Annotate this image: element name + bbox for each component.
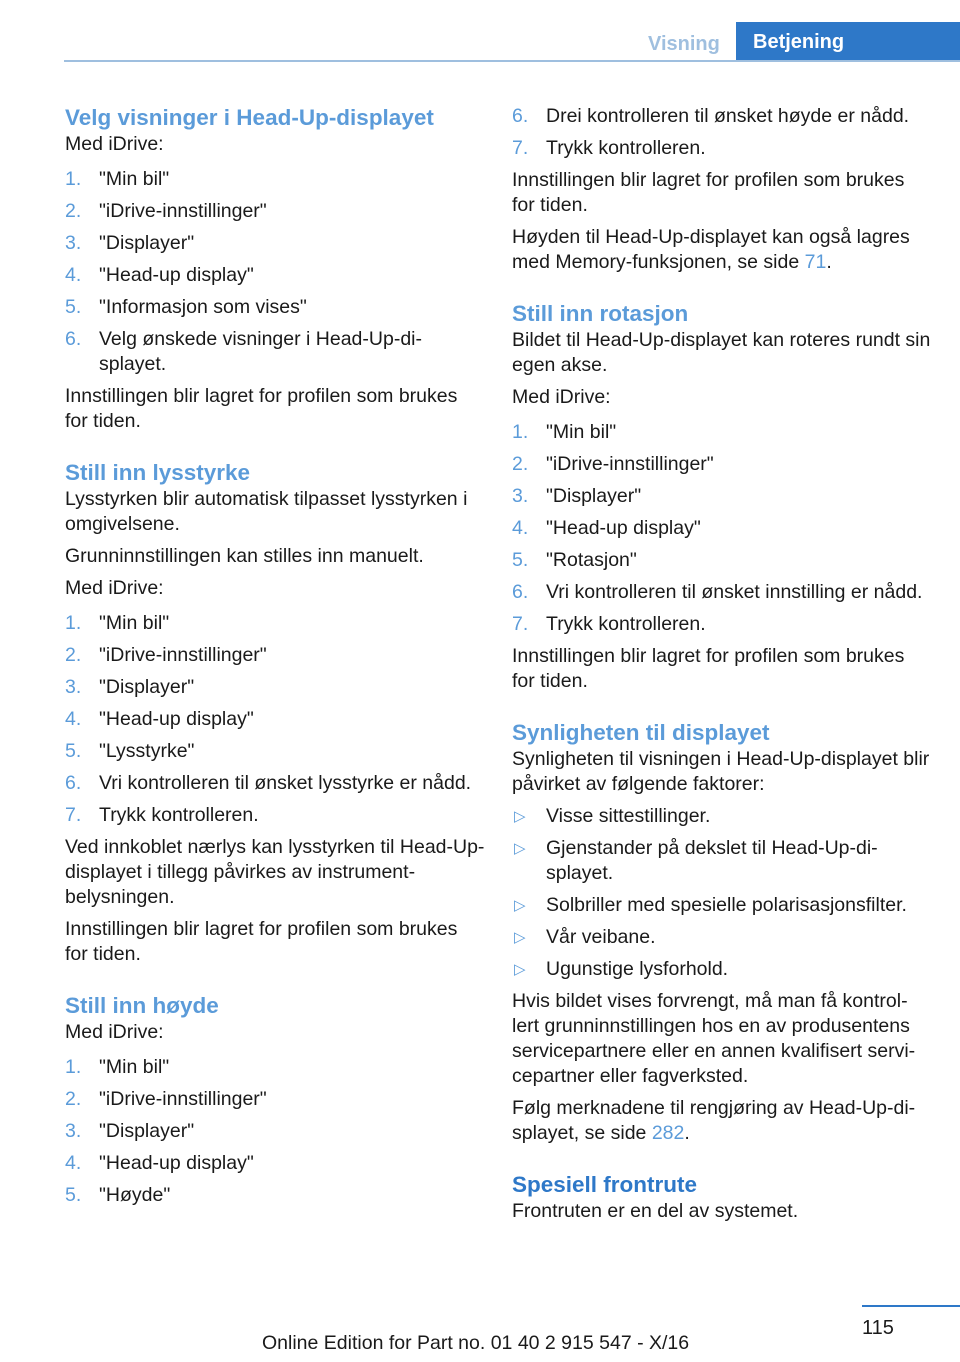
step-item xyxy=(512,580,932,605)
item-text: "Min bil" xyxy=(99,1056,170,1078)
paragraph: Innstillingen blir lagret for profilen som brukes for tiden. xyxy=(65,918,458,965)
paragraph: Høyden til Head-Up-displayet kan også lagres med Memory-funksjonen, se side 71. xyxy=(512,226,910,273)
step-item xyxy=(512,484,932,509)
step-item xyxy=(65,1055,485,1080)
step-item xyxy=(512,548,932,573)
step-number: 3. xyxy=(65,676,82,698)
steps-list-rotasjon xyxy=(512,420,932,637)
step-number: 5. xyxy=(512,549,529,571)
page-link-71[interactable]: 71 xyxy=(804,251,827,273)
item-text: "Informasjon som vises" xyxy=(99,296,307,318)
item-text: Vri kontrolleren til ønsket innstilling er nådd. xyxy=(546,581,923,603)
page-number: 115 xyxy=(862,1317,894,1339)
paragraph: Frontruten er en del av systemet. xyxy=(512,1200,799,1222)
step-number: 2. xyxy=(65,200,82,222)
step-item xyxy=(65,1183,485,1208)
item-text: "Displayer" xyxy=(99,1120,195,1142)
step-number: 6. xyxy=(65,328,82,350)
step-item xyxy=(65,263,485,288)
page-header xyxy=(0,22,960,62)
step-item xyxy=(65,771,485,796)
paragraph: Innstillingen blir lagret for profilen som brukes for tiden. xyxy=(512,169,905,216)
item-text: "Displayer" xyxy=(99,232,195,254)
step-number: 7. xyxy=(512,613,529,635)
step-number: 4. xyxy=(65,708,82,730)
section-title-frontrute: Spesiell frontrute xyxy=(512,1172,698,1197)
paragraph: Grunninnstillingen kan stilles inn manuelt. xyxy=(65,545,424,567)
item-text: "Head-up display" xyxy=(99,1152,254,1174)
footer-divider xyxy=(862,1305,960,1307)
item-text: Solbriller med spesielle polarisasjonsfilter. xyxy=(546,894,907,916)
paragraph: Lysstyrken blir automatisk tilpasset lysstyrken i omgivelsene. xyxy=(65,488,468,535)
step-item xyxy=(65,1119,485,1144)
step-item xyxy=(65,167,485,192)
paragraph: Følg merknadene til rengjøring av Head-Up-di-splayet, se side 282. xyxy=(512,1097,916,1144)
step-number: 6. xyxy=(65,772,82,794)
step-number: 4. xyxy=(65,1152,82,1174)
step-number: 4. xyxy=(512,517,529,539)
paragraph: Med iDrive: xyxy=(65,577,164,599)
paragraph: Innstillingen blir lagret for profilen som brukes for tiden. xyxy=(512,645,905,692)
step-number: 5. xyxy=(65,296,82,318)
item-text: Trykk kontrolleren. xyxy=(546,137,706,159)
right-column xyxy=(512,104,932,1231)
left-column xyxy=(65,104,485,1215)
step-number: 1. xyxy=(65,168,82,190)
item-text: "iDrive-innstillinger" xyxy=(99,1088,267,1110)
steps-list-hoyde xyxy=(65,1055,485,1208)
header-tab-betjening: Betjening xyxy=(736,22,960,62)
step-number: 5. xyxy=(65,740,82,762)
step-item xyxy=(65,739,485,764)
paragraph: Synligheten til visningen i Head-Up-displayet blir påvirket av følgende faktorer: xyxy=(512,748,930,795)
step-item xyxy=(65,1087,485,1112)
step-number: 3. xyxy=(512,485,529,507)
section-note: Innstillingen blir lagret for profilen som brukes for tiden. xyxy=(65,385,458,432)
step-number: 4. xyxy=(65,264,82,286)
item-text: Vår veibane. xyxy=(546,926,656,948)
step-item xyxy=(512,452,932,477)
step-number: 1. xyxy=(65,1056,82,1078)
step-number: 3. xyxy=(65,1120,82,1142)
bullet-item xyxy=(512,836,932,886)
item-text: "Head-up display" xyxy=(99,708,254,730)
item-text: Vri kontrolleren til ønsket lysstyrke er nådd. xyxy=(99,772,472,794)
paragraph: Bildet til Head-Up-displayet kan roteres rundt sin egen akse. xyxy=(512,329,931,376)
step-number: 3. xyxy=(65,232,82,254)
step-number: 1. xyxy=(512,421,529,443)
steps-list-lysstyrke xyxy=(65,611,485,828)
page-link-282[interactable]: 282 xyxy=(651,1122,685,1144)
step-item xyxy=(65,327,485,377)
item-text: "Displayer" xyxy=(546,485,642,507)
step-item xyxy=(65,231,485,256)
item-text: "Min bil" xyxy=(99,168,170,190)
item-text: "Head-up display" xyxy=(99,264,254,286)
item-text: Trykk kontrolleren. xyxy=(99,804,259,826)
paragraph: Hvis bildet vises forvrengt, må man få kontrol-lert grunninnstillingen hos en av produsentens servicepartnere eller en annen kvalifisert servi-cepartner eller fagverksted. xyxy=(512,990,916,1087)
step-item xyxy=(65,803,485,828)
step-item xyxy=(512,516,932,541)
step-item xyxy=(65,199,485,224)
bullet-item xyxy=(512,804,932,829)
item-text: "Min bil" xyxy=(99,612,170,634)
item-text: "Lysstyrke" xyxy=(99,740,195,762)
step-item xyxy=(512,136,932,161)
step-number: 2. xyxy=(512,453,529,475)
section-title-rotasjon: Still inn rotasjon xyxy=(512,301,689,326)
step-number: 6. xyxy=(512,581,529,603)
section-intro: Med iDrive: xyxy=(65,1021,164,1043)
paragraph: Med iDrive: xyxy=(512,386,611,408)
step-number: 7. xyxy=(65,804,82,826)
step-item xyxy=(65,675,485,700)
item-text: "Min bil" xyxy=(546,421,617,443)
steps-list-hoyde-continued xyxy=(512,104,932,161)
bullet-triangle-icon: ▷ xyxy=(514,929,526,946)
item-text: "Displayer" xyxy=(99,676,195,698)
item-text: Ugunstige lysforhold. xyxy=(546,958,729,980)
bullet-triangle-icon: ▷ xyxy=(514,808,526,825)
item-text: Visse sittestillinger. xyxy=(546,805,711,827)
item-text: Velg ønskede visninger i Head-Up-di-splayet. xyxy=(99,328,422,375)
step-item xyxy=(65,707,485,732)
bullet-triangle-icon: ▷ xyxy=(514,840,526,857)
item-text: "Rotasjon" xyxy=(546,549,637,571)
step-item xyxy=(65,1151,485,1176)
section-title-synlighet: Synligheten til displayet xyxy=(512,720,770,745)
footer-edition: Online Edition for Part no. 01 40 2 915 547 - X/16 xyxy=(262,1332,690,1354)
step-number: 6. xyxy=(512,105,529,127)
step-number: 2. xyxy=(65,644,82,666)
step-number: 1. xyxy=(65,612,82,634)
item-text: "iDrive-innstillinger" xyxy=(546,453,714,475)
bullet-item xyxy=(512,957,932,982)
step-item xyxy=(65,295,485,320)
item-text: "iDrive-innstillinger" xyxy=(99,200,267,222)
section-title-hoyde: Still inn høyde xyxy=(65,993,219,1018)
bullet-list-faktorer xyxy=(512,804,932,982)
item-text: Drei kontrolleren til ønsket høyde er nådd. xyxy=(546,105,910,127)
item-text: "Høyde" xyxy=(99,1184,171,1206)
bullet-triangle-icon: ▷ xyxy=(514,961,526,978)
item-text: "iDrive-innstillinger" xyxy=(99,644,267,666)
header-divider xyxy=(64,60,960,62)
step-item xyxy=(512,420,932,445)
section-intro: Med iDrive: xyxy=(65,133,164,155)
step-item xyxy=(512,612,932,637)
item-text: "Head-up display" xyxy=(546,517,701,539)
step-number: 5. xyxy=(65,1184,82,1206)
step-item xyxy=(512,104,932,129)
paragraph: Ved innkoblet nærlys kan lysstyrken til Head-Up-displayet i tillegg påvirkes av instrument-belysningen. xyxy=(65,836,485,908)
bullet-triangle-icon: ▷ xyxy=(514,897,526,914)
section-title-lysstyrke: Still inn lysstyrke xyxy=(65,460,251,485)
step-number: 7. xyxy=(512,137,529,159)
step-item xyxy=(65,611,485,636)
bullet-item xyxy=(512,893,932,918)
item-text: Gjenstander på dekslet til Head-Up-di-splayet. xyxy=(546,837,878,884)
step-number: 2. xyxy=(65,1088,82,1110)
item-text: Trykk kontrolleren. xyxy=(546,613,706,635)
bullet-item xyxy=(512,925,932,950)
header-tab-visning: Visning xyxy=(648,33,720,55)
steps-list-velg xyxy=(65,167,485,377)
section-title-velg-visninger: Velg visninger i Head-Up-displayet xyxy=(65,105,434,130)
step-item xyxy=(65,643,485,668)
